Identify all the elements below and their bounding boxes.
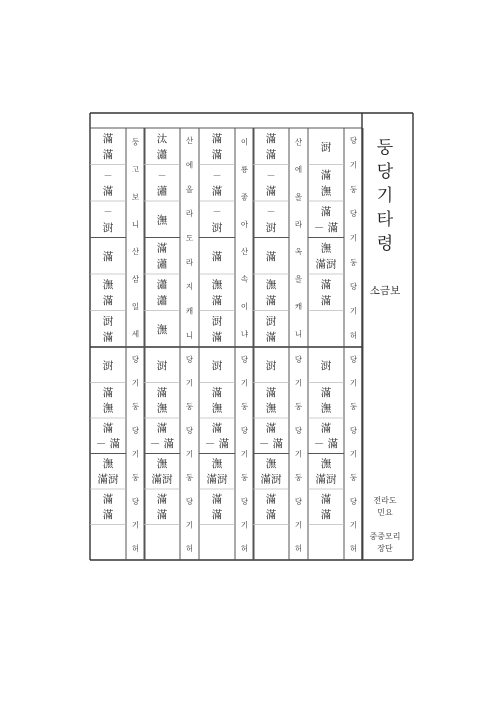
note-glyph: 滿 (265, 493, 277, 506)
note-glyph: 滿 (156, 386, 168, 399)
lyric-syllable: 냐 (240, 329, 249, 339)
note-glyph: 㴻 (156, 359, 168, 372)
lyric-syllable: 허 (349, 544, 358, 554)
lyric-syllable: 기 (131, 378, 140, 388)
note-glyph: 滿㴻 (206, 473, 228, 486)
note-glyph: － 滿 (313, 438, 339, 451)
note-glyph: 瀟 (156, 148, 168, 161)
note-glyph: 潕 (320, 457, 332, 470)
note-glyph: － 滿 (204, 438, 230, 451)
lyric-syllable: 고 (131, 165, 140, 175)
lyric-syllable: 니 (185, 330, 194, 340)
note-glyph: 滿 (265, 185, 277, 198)
note-glyph: 滿 (156, 509, 168, 522)
note-glyph: 滿 (102, 331, 114, 344)
note-glyph: 潕 (102, 402, 114, 415)
lyric-syllable: 산 (131, 247, 140, 257)
note-glyph: 㴻 (211, 221, 223, 234)
lyric-syllable: 둥 (131, 402, 140, 412)
lyric-syllable: 기 (185, 520, 194, 530)
lyric-syllable: 허 (185, 544, 194, 554)
note-glyph: 滿㴻 (97, 473, 119, 486)
note-glyph: 滿㴻 (315, 258, 337, 271)
lyric-syllable: 허 (131, 544, 140, 554)
note-glyph: 滿 (320, 278, 332, 291)
note-glyph: 滿 (265, 250, 277, 263)
note-glyph: 汰 (156, 132, 168, 145)
lyric-syllable: 둥 (294, 473, 303, 483)
rhythm-line: 중중모리 (369, 532, 401, 541)
note-glyph: 潕 (102, 278, 114, 291)
lyric-syllable: 기 (349, 306, 358, 316)
note-glyph: － (266, 207, 276, 218)
note-glyph: 滿 (211, 294, 223, 307)
lyric-syllable: 기 (349, 520, 358, 530)
lyric-syllable: 둥 (131, 473, 140, 483)
note-glyph: 滿 (102, 294, 114, 307)
lyric-syllable: 캐 (294, 301, 303, 311)
note-glyph: 滿 (211, 422, 223, 435)
lyric-syllable: 당 (131, 354, 140, 364)
note-glyph: 潕 (156, 323, 168, 336)
note-glyph: 滿 (102, 250, 114, 263)
note-glyph: － (212, 207, 222, 218)
note-glyph: 㴻 (211, 315, 223, 328)
lyric-syllable: 캐 (185, 306, 194, 316)
note-glyph: 滿 (102, 132, 114, 145)
note-glyph: 滿 (265, 294, 277, 307)
lyric-syllable: 당 (185, 496, 194, 506)
lyric-syllable: 속 (240, 274, 249, 284)
lyric-syllable: 이 (240, 301, 249, 311)
source-line: 민요 (377, 508, 393, 517)
note-glyph: 滿 (211, 509, 223, 522)
lyric-syllable: 도 (185, 233, 194, 243)
lyric-syllable: 에 (185, 160, 194, 170)
note-glyph: 瀟 (156, 258, 168, 271)
lyric-syllable: 당 (131, 425, 140, 435)
note-glyph: － (103, 171, 113, 182)
lyric-syllable: 산 (240, 247, 249, 257)
note-glyph: 潕 (265, 278, 277, 291)
instrument-label: 소금보 (369, 285, 401, 297)
lyric-syllable: 당 (349, 496, 358, 506)
lyric-syllable: 니 (131, 219, 140, 229)
note-glyph: 潕 (102, 457, 114, 470)
note-glyph: 滿㴻 (151, 473, 173, 486)
note-glyph: 潕 (211, 457, 223, 470)
lyric-syllable: 라 (294, 219, 303, 229)
lyric-syllable: 산 (185, 136, 194, 146)
note-glyph: 滿 (102, 509, 114, 522)
note-glyph: 潕 (320, 402, 332, 415)
lyric-syllable: 지 (185, 282, 194, 292)
lyric-syllable: 당 (294, 354, 303, 364)
note-glyph: 滿 (102, 185, 114, 198)
note-glyph: 滿 (320, 294, 332, 307)
note-glyph: 滿 (320, 386, 332, 399)
note-glyph: 㴻 (102, 221, 114, 234)
lyric-syllable: 당 (349, 354, 358, 364)
lyric-syllable: 보 (131, 192, 140, 202)
note-glyph: 滿 (102, 386, 114, 399)
title-panel (370, 138, 401, 553)
note-glyph: 滿㴻 (260, 473, 282, 486)
lyric-syllable: 기 (349, 160, 358, 170)
note-glyph: 滿 (102, 148, 114, 161)
note-glyph: 㴻 (211, 359, 223, 372)
lyric-syllable: 라 (185, 257, 194, 267)
note-glyph: 潕 (320, 185, 332, 198)
note-glyph: 瀟 (156, 185, 168, 198)
lyric-syllable: 허 (240, 544, 249, 554)
note-glyph: 㴻 (320, 359, 332, 372)
lyric-syllable: 둥 (240, 402, 249, 412)
note-glyph: 瀟 (156, 278, 168, 291)
note-glyph: 瀟 (156, 294, 168, 307)
note-glyph: 滿 (211, 386, 223, 399)
lyric-syllable: 기 (294, 378, 303, 388)
note-glyph: 㴻 (265, 359, 277, 372)
note-glyph: 滿 (102, 422, 114, 435)
lyric-syllable: 둥 (185, 473, 194, 483)
lyric-syllable: 당 (240, 354, 249, 364)
note-glyph: － (157, 171, 167, 182)
lyric-syllable: 에 (294, 165, 303, 175)
note-glyph: 㴻 (102, 315, 114, 328)
lyric-syllable: 둥 (349, 402, 358, 412)
note-glyph: 㴻 (265, 221, 277, 234)
rhythm-line: 장단 (377, 544, 393, 553)
note-glyph: 滿 (265, 509, 277, 522)
lyric-syllable: 라 (185, 209, 194, 219)
lyric-syllable: 당 (294, 496, 303, 506)
lyric-syllable: 당 (349, 425, 358, 435)
lyric-syllable: 기 (185, 449, 194, 459)
note-glyph: 滿 (211, 493, 223, 506)
note-glyph: － 滿 (258, 438, 284, 451)
title-char: 둥 (376, 138, 394, 158)
lyric-syllable: 허 (349, 330, 358, 340)
title-char: 령 (376, 234, 394, 254)
note-glyph: 滿 (320, 509, 332, 522)
note-glyph: － (266, 171, 276, 182)
lyric-syllable: 당 (349, 136, 358, 146)
lyric-syllable: 당 (240, 425, 249, 435)
note-glyph: 滿㴻 (315, 473, 337, 486)
lyric-syllable: 올 (294, 192, 303, 202)
source-line: 전라도 (373, 496, 397, 505)
lyric-syllable: 둥 (131, 137, 140, 147)
title-char: 타 (376, 210, 394, 230)
note-glyph: 滿 (156, 242, 168, 255)
note-glyph: 滿 (320, 169, 332, 182)
note-glyph: － (103, 207, 113, 218)
lyric-syllable: 당 (349, 209, 358, 219)
lyric-syllable: 허 (294, 544, 303, 554)
note-glyph: 滿 (265, 132, 277, 145)
lyric-syllable: 기 (240, 378, 249, 388)
lyric-syllable: 세 (131, 329, 140, 339)
lyric-syllable: 기 (294, 449, 303, 459)
note-glyph: 滿 (102, 493, 114, 506)
note-glyph: － (212, 171, 222, 182)
lyric-syllable: 둥 (349, 473, 358, 483)
lyric-syllable: 기 (240, 520, 249, 530)
title-char: 당 (376, 162, 394, 182)
lyric-syllable: 둥 (349, 184, 358, 194)
note-glyph: － 滿 (313, 221, 339, 234)
lyric-syllable: 둥 (294, 402, 303, 412)
note-glyph: 滿 (211, 185, 223, 198)
lyric-syllable: 니 (294, 329, 303, 339)
note-glyph: 滿 (265, 422, 277, 435)
lyric-syllable: 아 (240, 219, 249, 229)
note-glyph: 滿 (265, 386, 277, 399)
lyric-syllable: 기 (349, 233, 358, 243)
score-notation (96, 132, 358, 553)
note-glyph: 㴻 (265, 315, 277, 328)
lyric-syllable: 당 (349, 282, 358, 292)
note-glyph: 滿 (211, 132, 223, 145)
lyric-syllable: 당 (131, 496, 140, 506)
lyric-syllable: 일 (131, 301, 140, 311)
lyric-syllable: 당 (294, 425, 303, 435)
note-glyph: 㴻 (102, 359, 114, 372)
note-glyph: － 滿 (149, 438, 175, 451)
note-glyph: 潕 (211, 278, 223, 291)
lyric-syllable: 올 (185, 184, 194, 194)
lyric-syllable: 당 (185, 425, 194, 435)
note-glyph: 潕 (211, 402, 223, 415)
note-glyph: － 滿 (95, 438, 121, 451)
lyric-syllable: 기 (349, 378, 358, 388)
lyric-syllable: 산 (294, 137, 303, 147)
lyric-syllable: 기 (185, 378, 194, 388)
note-glyph: 滿 (320, 422, 332, 435)
note-glyph: 潕 (156, 214, 168, 227)
lyric-syllable: 기 (131, 520, 140, 530)
lyric-syllable: 둥 (185, 402, 194, 412)
note-glyph: 潕 (156, 457, 168, 470)
note-glyph: 滿 (156, 422, 168, 435)
lyric-syllable: 당 (185, 354, 194, 364)
lyric-syllable: 을 (294, 274, 303, 284)
note-glyph: 滿 (156, 493, 168, 506)
lyric-syllable: 옥 (294, 247, 303, 257)
lyric-syllable: 기 (131, 449, 140, 459)
lyric-syllable: 기 (240, 449, 249, 459)
note-glyph: 滿 (320, 493, 332, 506)
lyric-syllable: 둥 (349, 257, 358, 267)
note-glyph: 滿 (211, 148, 223, 161)
note-glyph: 潕 (265, 457, 277, 470)
lyric-syllable: 이 (240, 137, 249, 147)
note-glyph: 滿 (211, 331, 223, 344)
lyric-syllable: 기 (294, 520, 303, 530)
title-char: 기 (376, 186, 394, 206)
note-glyph: 滿 (265, 331, 277, 344)
note-glyph: 潕 (320, 242, 332, 255)
lyric-syllable: 룡 (240, 165, 249, 175)
lyric-syllable: 당 (240, 496, 249, 506)
note-glyph: 滿 (265, 148, 277, 161)
lyric-syllable: 좋 (240, 192, 249, 202)
note-glyph: 㴻 (320, 141, 332, 154)
note-glyph: 潕 (156, 402, 168, 415)
lyric-syllable: 삼 (131, 274, 140, 284)
note-glyph: 滿 (320, 205, 332, 218)
lyric-syllable: 둥 (240, 473, 249, 483)
note-glyph: 滿 (211, 250, 223, 263)
note-glyph: 潕 (265, 402, 277, 415)
lyric-syllable: 기 (349, 449, 358, 459)
